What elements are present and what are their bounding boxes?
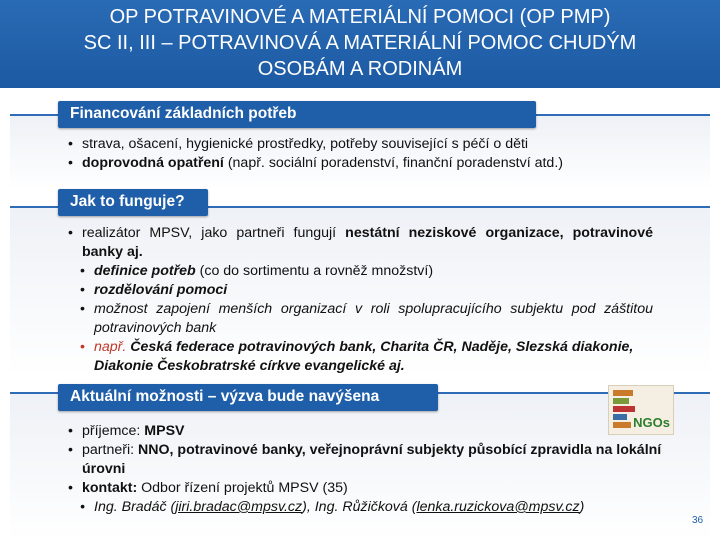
bullet: • [80, 499, 85, 515]
email-link-ruzickova[interactable]: lenka.ruzickova@mpsv.cz [416, 499, 580, 515]
page-number: 36 [692, 515, 704, 526]
item-bold: NNO, potravinové banky, veřejnoprávní subjekty působící zpravidla na lokální úrovni [82, 442, 662, 477]
title-line-3: OSOBÁM A RODINÁM [257, 58, 463, 80]
intro-bold: nestátní neziskové organizace, potravinové banky aj. [82, 225, 654, 260]
list-item [68, 154, 668, 173]
email-link-bradac[interactable]: jiri.bradac@mpsv.cz [175, 499, 303, 515]
item-prefix: partneři: [82, 442, 138, 458]
sub-list-item [68, 300, 653, 338]
title-bar [0, 0, 720, 88]
sub-item-text: (co do sortimentu a rovněž množství) [195, 263, 434, 279]
item-bold: doprovodná opatření [82, 155, 224, 171]
item-text: (např. sociální poradenství, finanční poradenství atd.) [223, 155, 563, 171]
bullet: • [68, 442, 73, 458]
section-2-heading: Jak to funguje? [70, 193, 185, 210]
item-text [82, 224, 653, 262]
section-1-list [68, 135, 668, 173]
title-line-1: OP POTRAVINOVÉ A MATERIÁLNÍ POMOCI (OP PMP) [109, 6, 611, 28]
example-prefix: např. [94, 339, 131, 355]
list-item [68, 479, 668, 498]
section-1-heading-box [58, 101, 536, 128]
list-item [68, 224, 653, 262]
slide-title [0, 4, 720, 82]
contact-2-name: ), Ing. Růžičková ( [302, 499, 417, 515]
contact-1-name: Ing. Bradáč ( [94, 499, 176, 515]
title-line-2: SC II, III – POTRAVINOVÁ A MATERIÁLNÍ POMOC CHUDÝM [83, 32, 637, 54]
item-text [82, 441, 668, 479]
item-bold: MPSV [144, 423, 185, 439]
item-text: strava, ošacení, hygienické prostředky, potřeby související s péčí o děti [82, 136, 529, 152]
section-3-heading-box [58, 384, 438, 411]
intro-text: realizátor MPSV, jako partneři fungují [82, 225, 346, 241]
logo-text: NGOs [633, 415, 670, 430]
item-bold: kontakt: [82, 480, 138, 496]
sub-list-item [68, 262, 653, 281]
example-orgs: Česká federace potravinových bank, Charita ČR, Naděje, Slezská diakonie, Diakonie Českobratrské církve evangelické aj. [94, 339, 634, 374]
bullet: • [68, 155, 73, 171]
bullet: • [80, 301, 85, 317]
list-item [68, 422, 668, 441]
bullet: • [68, 423, 73, 439]
sub-list-item [68, 281, 653, 300]
section-3-heading: Aktuální možnosti – výzva bude navýšena [70, 388, 380, 405]
sub-list-item [68, 338, 653, 376]
sub-item-bold: rozdělování pomoci [94, 282, 228, 298]
sub-item-text [94, 338, 653, 376]
sub-item-text: možnost zapojení menších organizací v roli spolupracujícího subjektu pod záštitou potravinových bank [94, 301, 653, 336]
section-2-heading-box [58, 189, 208, 216]
section-1-heading: Financování základních potřeb [70, 105, 297, 122]
item-text: Odbor řízení projektů MPSV (35) [137, 480, 348, 496]
list-item [68, 135, 668, 154]
bullet: • [68, 136, 73, 152]
item-text: příjemce: [82, 423, 145, 439]
sub-list-item [68, 498, 668, 517]
bullet: • [68, 225, 73, 241]
bullet: • [68, 480, 73, 496]
bullet: • [80, 339, 85, 355]
bullet: • [80, 282, 85, 298]
bullet: • [80, 263, 85, 279]
section-3-list [68, 422, 668, 517]
sub-item-bold: definice potřeb [94, 263, 196, 279]
list-item [68, 441, 668, 479]
contact-close: ) [579, 499, 585, 515]
section-2-list [68, 224, 653, 376]
